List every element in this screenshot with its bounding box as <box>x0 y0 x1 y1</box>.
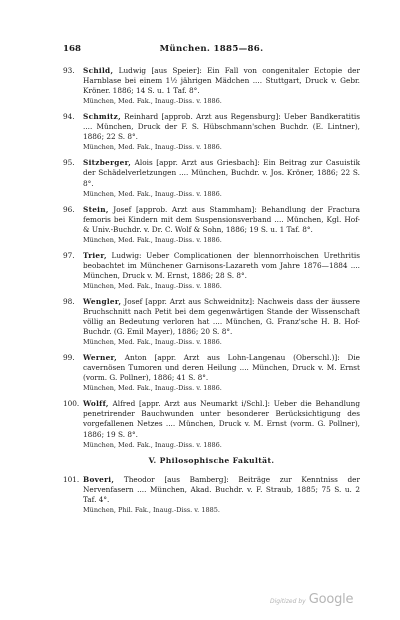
author-surname: Wengler, <box>83 296 122 306</box>
bibliography-list <box>63 66 360 521</box>
entry-text: Alfred [appr. Arzt aus Neumarkt i/Schl.]: Ueber die Behandlung penetrirender Bauchwunden unter besonderer Berücksichtigung des vorgefallenen Netzes .... München, Druck v. M. Ernst (vorm. G. Pollner), 1886; 19 S. 8°. <box>83 399 360 439</box>
entry-body <box>83 205 360 245</box>
dissertation-note: München, Med. Fak., Inaug.-Diss. v. 1886. <box>83 189 222 198</box>
medical-entries <box>63 66 360 450</box>
author-surname: Schild, <box>83 66 114 75</box>
dissertation-note: München, Phil. Fak., Inaug.-Diss. v. 1885. <box>83 505 220 514</box>
page-header <box>63 44 360 58</box>
bibliography-entry <box>63 353 360 393</box>
entry-number: 98. <box>63 296 75 306</box>
author-surname: Wolff, <box>83 399 109 409</box>
author-surname: Boveri, <box>83 474 115 484</box>
dissertation-note: München, Med. Fak., Inaug.-Diss. v. 1886. <box>83 338 222 347</box>
entry-number: 97. <box>63 250 75 260</box>
watermark-prefix: Digitized by <box>270 598 306 605</box>
bibliography-entry <box>63 297 360 347</box>
entry-text: Theodor [aus Bamberg]: Beiträge zur Kenntniss der Nervenfasern .... München, Akad. Buchdr. v. F. Straub, 1885; 75 S. u. 2 Taf. 4°. <box>83 474 360 504</box>
entry-number: 100. <box>63 399 80 409</box>
section-heading: V. Philosophische Fakultät. <box>148 455 275 465</box>
bibliography-entry <box>63 399 360 449</box>
entry-body <box>83 66 360 106</box>
entry-body <box>83 399 360 449</box>
dissertation-note: München, Med. Fak., Inaug.-Diss. v. 1886. <box>83 281 222 290</box>
entry-text: Ludwig: Ueber Complicationen der blennorrhoischen Urethritis beobachtet im Münchener Garnisons-Lazareth vom Jahre 1876—1884 .... München, Druck v. M. Ernst, 1886; 28 S. 8°. <box>83 250 360 280</box>
dissertation-note: München, Med. Fak., Inaug.-Diss. v. 1886. <box>83 384 222 393</box>
author-surname: Trier, <box>83 250 107 260</box>
dissertation-note: München, Med. Fak., Inaug.-Diss. v. 1886. <box>83 440 222 449</box>
page-number: 168 <box>63 44 81 54</box>
entry-number: 93. <box>63 66 75 75</box>
dissertation-note: München, Med. Fak., Inaug.-Diss. v. 1886. <box>83 97 222 106</box>
entry-text: Alois [appr. Arzt aus Griesbach]: Ein Beitrag zur Casuistik der Schädelverletzungen .... München, Buchdr. v. Jos. Kröner, 1886; 22 S. 8°. <box>83 158 360 188</box>
dissertation-note: München, Med. Fak., Inaug.-Diss. v. 1886. <box>83 143 222 152</box>
dissertation-note: München, Med. Fak., Inaug.-Diss. v. 1886. <box>83 235 222 244</box>
bibliography-entry <box>63 475 360 515</box>
entry-text: Josef [appr. Arzt aus Schweidnitz]: Nachweis dass der äussere Bruchschnitt nach Petit bei dem gegenwärtigen Stande der Wissenschaft völlig an Bedeutung verloren hat .... München, G. Franz'sche H. B. Hof-Buchdr. (G. Emil Mayer), 1886; 20 S. 8°. <box>83 296 360 337</box>
philosophy-entries <box>63 475 360 515</box>
entry-text: Josef [approb. Arzt aus Stammham]: Behandlung der Fractura femoris bei Kindern mit dem Suspensionsverband .... München, Kgl. Hof- & Univ.-Buchdr. v. Dr. C. Wolf & Sohn, 1886; 19 S. u. 1 Taf. 8°. <box>83 204 360 234</box>
digitized-watermark <box>270 592 353 607</box>
entry-body <box>83 112 360 152</box>
bibliography-entry <box>63 251 360 291</box>
entry-body <box>83 297 360 347</box>
bibliography-entry <box>63 112 360 152</box>
entry-text: Ludwig [aus Speier]: Ein Fall von congenitaler Ectopie der Harnblase bei einem 1½ jährigen Mädchen .... Stuttgart, Druck v. Gebr. Kröner. 1886; 14 S. u. 1 Taf. 8°. <box>83 66 360 96</box>
google-logo: Google <box>308 592 354 607</box>
bibliography-entry <box>63 66 360 106</box>
author-surname: Stein, <box>83 204 109 214</box>
entry-number: 96. <box>63 204 75 214</box>
author-surname: Sitzberger, <box>83 158 132 168</box>
bibliography-entry <box>63 205 360 245</box>
running-title: München. 1885—86. <box>159 44 264 54</box>
entry-body <box>83 251 360 291</box>
entry-number: 95. <box>63 158 75 168</box>
entry-body <box>83 475 360 515</box>
entry-text: Anton [appr. Arzt aus Lohn-Langenau (Oberschl.)]: Die cavernösen Tumoren und deren Heilung .... München, Druck v. M. Ernst (vorm. G. Pollner), 1886; 41 S. 8°. <box>83 353 360 383</box>
author-surname: Schmitz, <box>83 112 121 122</box>
entry-number: 101. <box>63 474 80 484</box>
entry-body <box>83 158 360 198</box>
entry-text: Reinhard [approb. Arzt aus Regensburg]: Ueber Bandkeratitis .... München, Druck der F. S. Hübschmann'schen Buchdr. (E. Lintner), 1886; 22 S. 8°. <box>83 112 360 142</box>
entry-number: 94. <box>63 112 75 122</box>
entry-body <box>83 353 360 393</box>
entry-number: 99. <box>63 353 75 363</box>
author-surname: Werner, <box>83 353 117 363</box>
bibliography-entry <box>63 158 360 198</box>
